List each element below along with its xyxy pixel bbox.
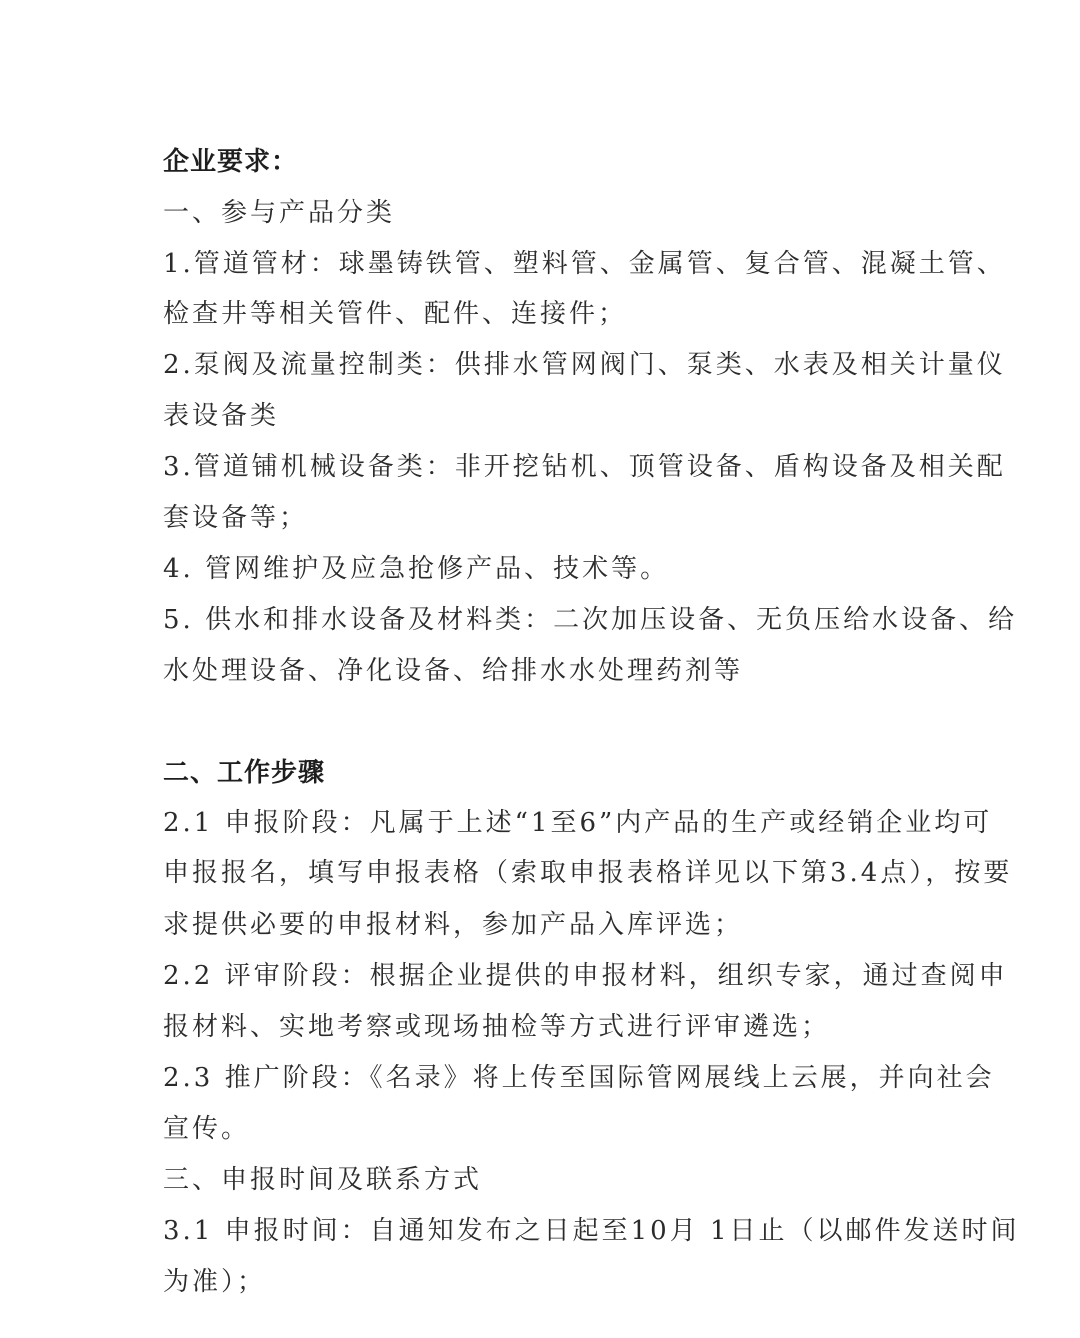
item-5-line-1: 5. 供水和排水设备及材料类：二次加压设备、无负压给水设备、给 xyxy=(163,605,1018,635)
item-3-line-2: 套设备等； xyxy=(163,503,309,533)
step-1-line-1: 2.1 申报阶段：凡属于上述“1至6”内产品的生产或经销企业均可 xyxy=(163,808,993,838)
item-1-line-2: 检查井等相关管件、配件、连接件； xyxy=(163,299,628,329)
step-1-line-2: 申报报名，填写申报表格（索取申报表格详见以下第3.4点），按要 xyxy=(163,858,1013,888)
time-line-2: 为准）； xyxy=(163,1267,267,1297)
item-3-line-1: 3.管道铺机械设备类：非开挖钻机、顶管设备、盾构设备及相关配 xyxy=(163,452,1006,482)
item-2-line-2: 表设备类 xyxy=(163,401,280,431)
item-4-line-1: 4. 管网维护及应急抢修产品、技术等。 xyxy=(163,554,670,584)
section-2-title: 二、工作步骤 xyxy=(163,758,326,788)
step-3-line-2: 宣传。 xyxy=(163,1114,251,1144)
heading-requirements: 企业要求： xyxy=(163,147,299,177)
section-1-title: 一、参与产品分类 xyxy=(163,198,396,228)
item-1-line-1: 1.管道管材：球墨铸铁管、塑料管、金属管、复合管、混凝土管、 xyxy=(163,249,1006,279)
item-5-line-2: 水处理设备、净化设备、给排水水处理药剂等 xyxy=(163,656,744,686)
step-3-line-1: 2.3 推广阶段：《名录》将上传至国际管网展线上云展，并向社会 xyxy=(163,1063,995,1093)
step-2-line-2: 报材料、实地考察或现场抽检等方式进行评审遴选； xyxy=(163,1012,831,1042)
section-3-title: 三、申报时间及联系方式 xyxy=(163,1165,483,1195)
time-line-1: 3.1 申报时间：自通知发布之日起至10月 1日止（以邮件发送时间 xyxy=(163,1216,1020,1246)
step-1-line-3: 求提供必要的申报材料，参加产品入库评选； xyxy=(163,910,744,940)
item-2-line-1: 2.泵阀及流量控制类：供排水管网阀门、泵类、水表及相关计量仪 xyxy=(163,350,1006,380)
step-2-line-1: 2.2 评审阶段：根据企业提供的申报材料，组织专家，通过查阅申 xyxy=(163,961,1008,991)
